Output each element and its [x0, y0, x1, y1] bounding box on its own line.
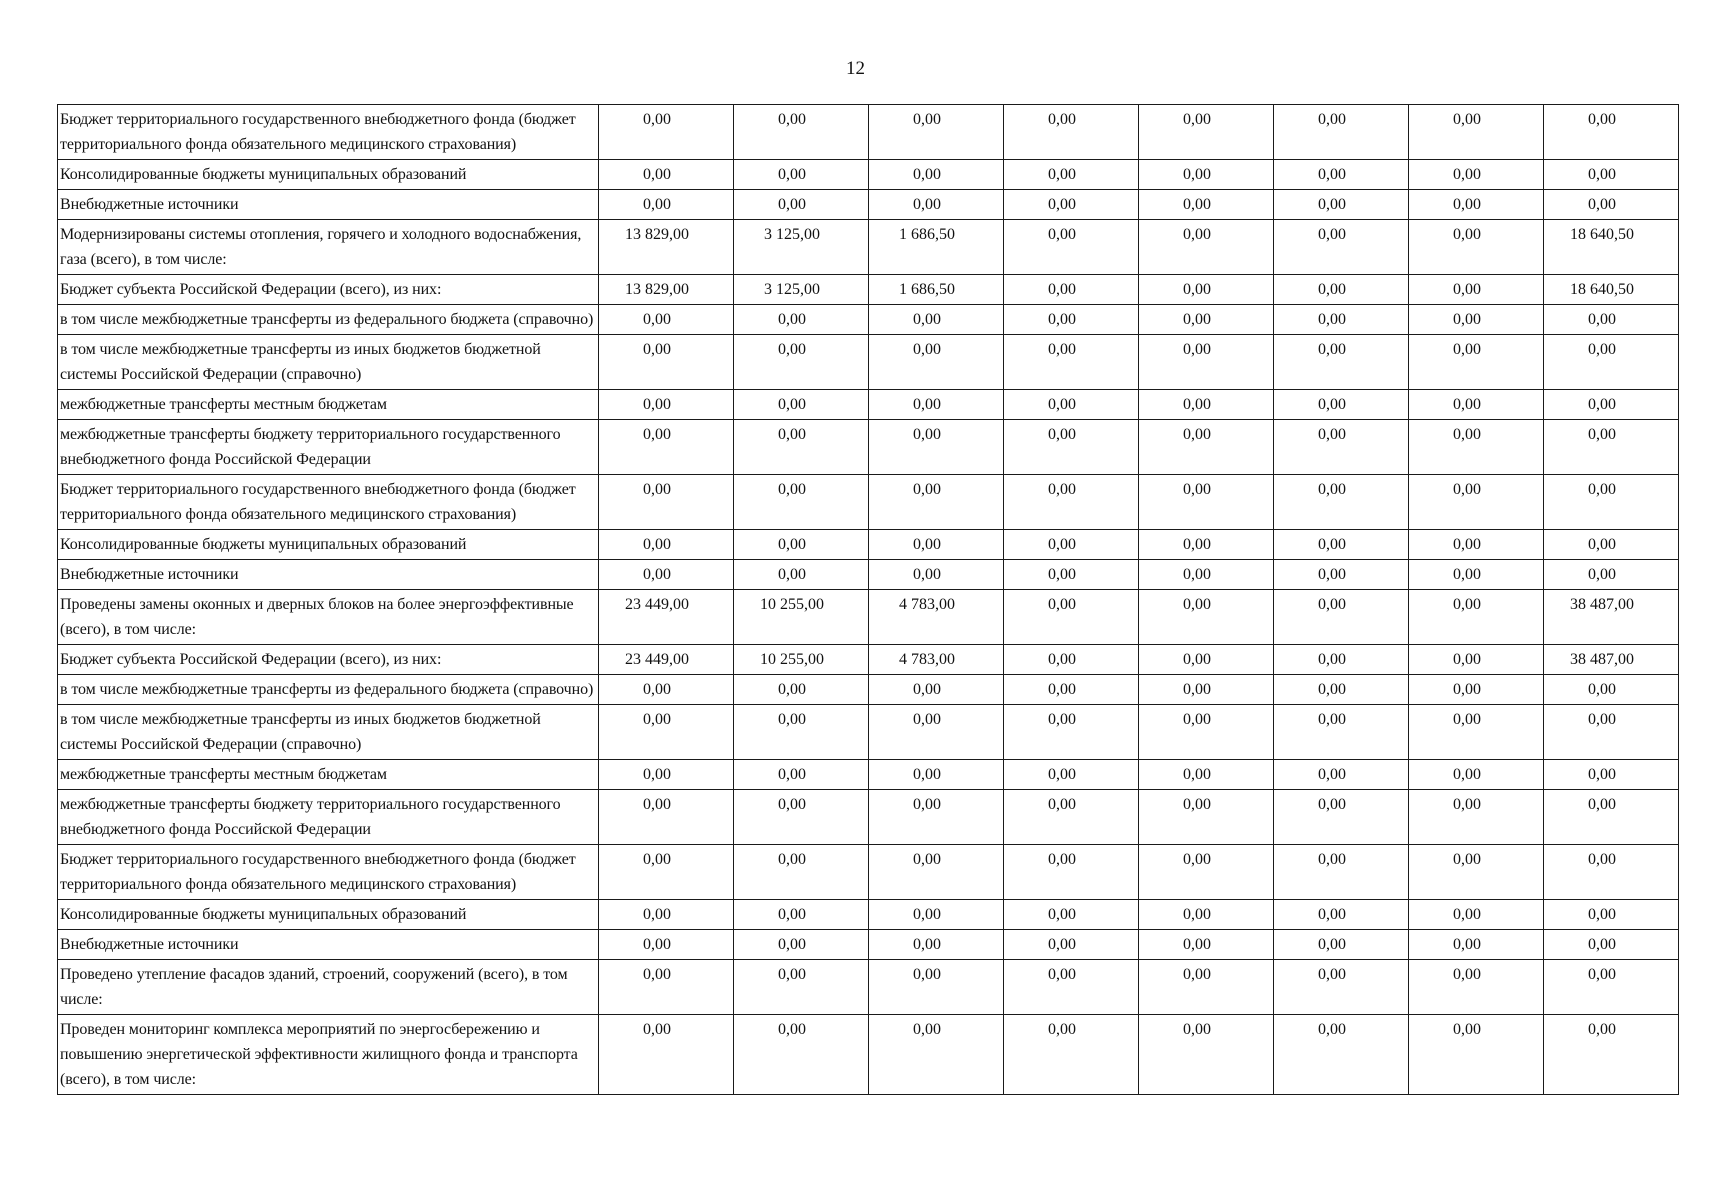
value-cell: 0,00	[1004, 420, 1139, 475]
row-label: в том числе межбюджетные трансферты из иных бюджетов бюджетной системы Российской Федерации (справочно)	[58, 335, 599, 390]
table-row	[58, 1015, 1679, 1095]
value-cell: 0,00	[1139, 305, 1274, 335]
value-cell: 0,00	[1274, 160, 1409, 190]
table-row	[58, 790, 1679, 845]
table-row	[58, 160, 1679, 190]
value-cell: 0,00	[599, 530, 734, 560]
value-cell: 0,00	[1544, 845, 1679, 900]
value-cell: 0,00	[1274, 845, 1409, 900]
value-cell: 4 783,00	[869, 645, 1004, 675]
value-cell: 0,00	[1274, 760, 1409, 790]
value-cell: 0,00	[869, 790, 1004, 845]
table-row	[58, 590, 1679, 645]
value-cell: 0,00	[1544, 675, 1679, 705]
value-cell: 0,00	[599, 160, 734, 190]
value-cell: 0,00	[869, 900, 1004, 930]
value-cell: 0,00	[1004, 900, 1139, 930]
value-cell: 23 449,00	[599, 590, 734, 645]
value-cell: 0,00	[869, 705, 1004, 760]
row-label: Консолидированные бюджеты муниципальных образований	[58, 160, 599, 190]
value-cell: 10 255,00	[734, 590, 869, 645]
value-cell: 0,00	[1409, 275, 1544, 305]
value-cell: 0,00	[1544, 930, 1679, 960]
value-cell: 0,00	[1409, 930, 1544, 960]
table-row	[58, 190, 1679, 220]
value-cell: 0,00	[869, 475, 1004, 530]
value-cell: 0,00	[1139, 845, 1274, 900]
table-row	[58, 420, 1679, 475]
table-row	[58, 335, 1679, 390]
table-row	[58, 560, 1679, 590]
value-cell: 13 829,00	[599, 220, 734, 275]
table-row	[58, 760, 1679, 790]
value-cell: 0,00	[1544, 560, 1679, 590]
value-cell: 0,00	[1409, 645, 1544, 675]
value-cell: 0,00	[734, 530, 869, 560]
row-label: Внебюджетные источники	[58, 930, 599, 960]
value-cell: 0,00	[1274, 790, 1409, 845]
value-cell: 0,00	[1139, 275, 1274, 305]
value-cell: 0,00	[1409, 530, 1544, 560]
table-row	[58, 845, 1679, 900]
value-cell: 0,00	[1004, 960, 1139, 1015]
table-row	[58, 960, 1679, 1015]
value-cell: 0,00	[1139, 220, 1274, 275]
budget-table	[57, 104, 1679, 1095]
row-label: Консолидированные бюджеты муниципальных образований	[58, 900, 599, 930]
row-label: Проведены замены оконных и дверных блоков на более энергоэффективные (всего), в том числе:	[58, 590, 599, 645]
value-cell: 0,00	[1544, 475, 1679, 530]
value-cell: 0,00	[1004, 105, 1139, 160]
value-cell: 0,00	[869, 560, 1004, 590]
value-cell: 1 686,50	[869, 220, 1004, 275]
value-cell: 0,00	[599, 900, 734, 930]
row-label: Бюджет территориального государственного внебюджетного фонда (бюджет территориального фонда обязательного медицинского страхования)	[58, 105, 599, 160]
table-row	[58, 645, 1679, 675]
value-cell: 0,00	[869, 930, 1004, 960]
value-cell: 0,00	[1139, 475, 1274, 530]
value-cell: 0,00	[599, 390, 734, 420]
value-cell: 0,00	[599, 790, 734, 845]
value-cell: 10 255,00	[734, 645, 869, 675]
value-cell: 0,00	[599, 105, 734, 160]
value-cell: 0,00	[1274, 335, 1409, 390]
row-label: в том числе межбюджетные трансферты из федерального бюджета (справочно)	[58, 305, 599, 335]
value-cell: 0,00	[599, 560, 734, 590]
value-cell: 0,00	[869, 390, 1004, 420]
value-cell: 0,00	[1409, 760, 1544, 790]
value-cell: 0,00	[599, 420, 734, 475]
value-cell: 0,00	[599, 960, 734, 1015]
value-cell: 0,00	[1409, 845, 1544, 900]
value-cell: 0,00	[1544, 305, 1679, 335]
value-cell: 0,00	[1274, 530, 1409, 560]
value-cell: 0,00	[734, 930, 869, 960]
value-cell: 0,00	[734, 305, 869, 335]
value-cell: 18 640,50	[1544, 275, 1679, 305]
value-cell: 0,00	[599, 705, 734, 760]
value-cell: 0,00	[1139, 1015, 1274, 1095]
value-cell: 0,00	[734, 1015, 869, 1095]
value-cell: 0,00	[869, 420, 1004, 475]
row-label: Проведено утепление фасадов зданий, строений, сооружений (всего), в том числе:	[58, 960, 599, 1015]
value-cell: 0,00	[1544, 335, 1679, 390]
value-cell: 0,00	[1004, 930, 1139, 960]
value-cell: 0,00	[599, 760, 734, 790]
value-cell: 0,00	[1274, 960, 1409, 1015]
value-cell: 23 449,00	[599, 645, 734, 675]
value-cell: 0,00	[1409, 420, 1544, 475]
row-label: Проведен мониторинг комплекса мероприятий по энергосбережению и повышению энергетической эффективности жилищного фонда и транспорта (всего), в том числе:	[58, 1015, 599, 1095]
value-cell: 0,00	[1274, 930, 1409, 960]
value-cell: 0,00	[1544, 960, 1679, 1015]
value-cell: 0,00	[1544, 790, 1679, 845]
table-row	[58, 220, 1679, 275]
row-label: Бюджет субъекта Российской Федерации (всего), из них:	[58, 275, 599, 305]
value-cell: 0,00	[1274, 420, 1409, 475]
page-number: 12	[846, 58, 865, 79]
value-cell: 0,00	[869, 675, 1004, 705]
value-cell: 0,00	[734, 900, 869, 930]
value-cell: 0,00	[1274, 590, 1409, 645]
value-cell: 0,00	[1274, 305, 1409, 335]
value-cell: 0,00	[1139, 760, 1274, 790]
value-cell: 4 783,00	[869, 590, 1004, 645]
value-cell: 0,00	[1274, 275, 1409, 305]
value-cell: 0,00	[1004, 390, 1139, 420]
table-row	[58, 475, 1679, 530]
row-label: Модернизированы системы отопления, горячего и холодного водоснабжения, газа (всего), в том числе:	[58, 220, 599, 275]
value-cell: 0,00	[734, 420, 869, 475]
value-cell: 0,00	[1139, 420, 1274, 475]
value-cell: 0,00	[1139, 675, 1274, 705]
value-cell: 0,00	[1139, 645, 1274, 675]
value-cell: 0,00	[1544, 160, 1679, 190]
value-cell: 0,00	[1139, 560, 1274, 590]
value-cell: 0,00	[1139, 705, 1274, 760]
value-cell: 0,00	[734, 105, 869, 160]
value-cell: 0,00	[1544, 760, 1679, 790]
value-cell: 0,00	[869, 160, 1004, 190]
value-cell: 0,00	[1409, 305, 1544, 335]
value-cell: 0,00	[1139, 390, 1274, 420]
value-cell: 0,00	[1139, 930, 1274, 960]
row-label: межбюджетные трансферты бюджету территориального государственного внебюджетного фонда Российской Федерации	[58, 420, 599, 475]
table-row	[58, 675, 1679, 705]
row-label: Внебюджетные источники	[58, 560, 599, 590]
value-cell: 0,00	[1409, 105, 1544, 160]
value-cell: 0,00	[734, 675, 869, 705]
value-cell: 0,00	[1139, 105, 1274, 160]
row-label: Бюджет территориального государственного внебюджетного фонда (бюджет территориального фонда обязательного медицинского страхования)	[58, 475, 599, 530]
row-label: межбюджетные трансферты бюджету территориального государственного внебюджетного фонда Российской Федерации	[58, 790, 599, 845]
value-cell: 0,00	[1544, 705, 1679, 760]
value-cell: 0,00	[1274, 190, 1409, 220]
value-cell: 0,00	[1409, 560, 1544, 590]
row-label: межбюджетные трансферты местным бюджетам	[58, 760, 599, 790]
value-cell: 18 640,50	[1544, 220, 1679, 275]
value-cell: 0,00	[599, 1015, 734, 1095]
value-cell: 0,00	[1409, 220, 1544, 275]
value-cell: 0,00	[1409, 160, 1544, 190]
value-cell: 0,00	[599, 305, 734, 335]
value-cell: 0,00	[599, 475, 734, 530]
value-cell: 0,00	[1139, 335, 1274, 390]
value-cell: 0,00	[1004, 645, 1139, 675]
value-cell: 0,00	[1004, 530, 1139, 560]
value-cell: 3 125,00	[734, 275, 869, 305]
value-cell: 0,00	[1004, 760, 1139, 790]
row-label: Внебюджетные источники	[58, 190, 599, 220]
value-cell: 0,00	[1409, 475, 1544, 530]
value-cell: 0,00	[1409, 960, 1544, 1015]
value-cell: 0,00	[599, 335, 734, 390]
value-cell: 0,00	[1274, 705, 1409, 760]
table-row	[58, 930, 1679, 960]
value-cell: 0,00	[1004, 705, 1139, 760]
value-cell: 0,00	[734, 390, 869, 420]
value-cell: 0,00	[1139, 590, 1274, 645]
value-cell: 0,00	[1004, 1015, 1139, 1095]
value-cell: 0,00	[734, 790, 869, 845]
value-cell: 0,00	[1409, 790, 1544, 845]
value-cell: 0,00	[1544, 390, 1679, 420]
value-cell: 0,00	[599, 930, 734, 960]
value-cell: 0,00	[1544, 105, 1679, 160]
value-cell: 38 487,00	[1544, 590, 1679, 645]
value-cell: 1 686,50	[869, 275, 1004, 305]
value-cell: 0,00	[734, 960, 869, 1015]
value-cell: 0,00	[1139, 790, 1274, 845]
value-cell: 0,00	[734, 760, 869, 790]
value-cell: 0,00	[1274, 560, 1409, 590]
value-cell: 0,00	[1409, 335, 1544, 390]
value-cell: 0,00	[869, 105, 1004, 160]
value-cell: 0,00	[1409, 900, 1544, 930]
value-cell: 0,00	[1409, 675, 1544, 705]
value-cell: 0,00	[1274, 475, 1409, 530]
value-cell: 0,00	[1004, 190, 1139, 220]
value-cell: 38 487,00	[1544, 645, 1679, 675]
table-row	[58, 305, 1679, 335]
value-cell: 0,00	[1409, 190, 1544, 220]
value-cell: 0,00	[1139, 160, 1274, 190]
value-cell: 0,00	[1274, 220, 1409, 275]
value-cell: 0,00	[734, 560, 869, 590]
value-cell: 0,00	[1139, 900, 1274, 930]
value-cell: 0,00	[1004, 790, 1139, 845]
value-cell: 0,00	[734, 475, 869, 530]
value-cell: 0,00	[1004, 220, 1139, 275]
value-cell: 0,00	[1004, 305, 1139, 335]
value-cell: 13 829,00	[599, 275, 734, 305]
value-cell: 0,00	[1409, 705, 1544, 760]
value-cell: 0,00	[1409, 590, 1544, 645]
value-cell: 0,00	[869, 760, 1004, 790]
row-label: Консолидированные бюджеты муниципальных образований	[58, 530, 599, 560]
value-cell: 3 125,00	[734, 220, 869, 275]
row-label: в том числе межбюджетные трансферты из федерального бюджета (справочно)	[58, 675, 599, 705]
value-cell: 0,00	[1004, 560, 1139, 590]
value-cell: 0,00	[1274, 645, 1409, 675]
value-cell: 0,00	[1274, 105, 1409, 160]
value-cell: 0,00	[1544, 1015, 1679, 1095]
value-cell: 0,00	[1004, 275, 1139, 305]
value-cell: 0,00	[1544, 900, 1679, 930]
table-row	[58, 705, 1679, 760]
value-cell: 0,00	[1274, 675, 1409, 705]
value-cell: 0,00	[1139, 960, 1274, 1015]
table-row	[58, 105, 1679, 160]
value-cell: 0,00	[1139, 530, 1274, 560]
value-cell: 0,00	[1004, 335, 1139, 390]
value-cell: 0,00	[734, 190, 869, 220]
row-label: Бюджет субъекта Российской Федерации (всего), из них:	[58, 645, 599, 675]
row-label: межбюджетные трансферты местным бюджетам	[58, 390, 599, 420]
value-cell: 0,00	[734, 705, 869, 760]
budget-table-body	[58, 105, 1679, 1095]
row-label: Бюджет территориального государственного внебюджетного фонда (бюджет территориального фонда обязательного медицинского страхования)	[58, 845, 599, 900]
value-cell: 0,00	[1004, 160, 1139, 190]
value-cell: 0,00	[599, 190, 734, 220]
table-row	[58, 390, 1679, 420]
value-cell: 0,00	[734, 160, 869, 190]
value-cell: 0,00	[869, 1015, 1004, 1095]
value-cell: 0,00	[869, 845, 1004, 900]
value-cell: 0,00	[1544, 420, 1679, 475]
value-cell: 0,00	[869, 960, 1004, 1015]
value-cell: 0,00	[1004, 475, 1139, 530]
value-cell: 0,00	[1274, 390, 1409, 420]
value-cell: 0,00	[734, 845, 869, 900]
value-cell: 0,00	[869, 305, 1004, 335]
value-cell: 0,00	[1004, 590, 1139, 645]
value-cell: 0,00	[1004, 675, 1139, 705]
table-row	[58, 530, 1679, 560]
value-cell: 0,00	[1139, 190, 1274, 220]
table-row	[58, 275, 1679, 305]
value-cell: 0,00	[1409, 1015, 1544, 1095]
value-cell: 0,00	[1544, 190, 1679, 220]
value-cell: 0,00	[1274, 900, 1409, 930]
value-cell: 0,00	[599, 675, 734, 705]
value-cell: 0,00	[1274, 1015, 1409, 1095]
value-cell: 0,00	[1544, 530, 1679, 560]
value-cell: 0,00	[1004, 845, 1139, 900]
value-cell: 0,00	[869, 190, 1004, 220]
table-row	[58, 900, 1679, 930]
value-cell: 0,00	[869, 335, 1004, 390]
row-label: в том числе межбюджетные трансферты из иных бюджетов бюджетной системы Российской Федерации (справочно)	[58, 705, 599, 760]
value-cell: 0,00	[869, 530, 1004, 560]
value-cell: 0,00	[734, 335, 869, 390]
value-cell: 0,00	[1409, 390, 1544, 420]
value-cell: 0,00	[599, 845, 734, 900]
